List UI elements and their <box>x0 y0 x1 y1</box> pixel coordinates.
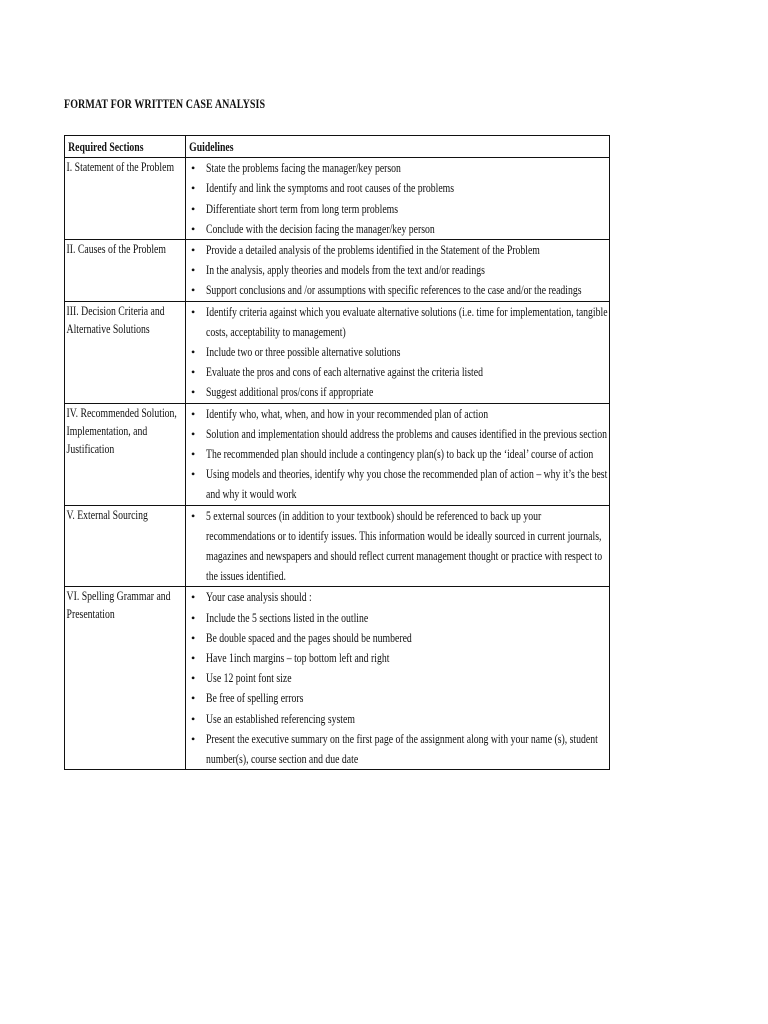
bullet-icon: • <box>191 181 196 196</box>
guidelines-cell <box>186 240 610 302</box>
list-item: • The recommended plan should include a contingency plan(s) to back up the ‘ideal’ course of action <box>186 444 609 464</box>
bullet-icon: • <box>191 691 196 706</box>
list-item: • Include two or three possible alternative solutions <box>186 342 609 362</box>
section-label: VI. Spelling Grammar and Presentation <box>66 589 171 622</box>
bullet-icon: • <box>191 304 196 319</box>
list-item: • Differentiate short term from long term problems <box>186 199 609 219</box>
bullet-icon: • <box>191 711 196 726</box>
section-cell <box>65 587 186 770</box>
guidelines-cell <box>186 403 610 505</box>
list-item: • Evaluate the pros and cons of each alternative against the criteria listed <box>186 362 609 382</box>
section-label: II. Causes of the Problem <box>66 242 166 257</box>
guidelines-cell <box>186 158 610 240</box>
bullet-icon: • <box>191 263 196 278</box>
bullet-icon: • <box>191 365 196 380</box>
list-item: • Identify who, what, when, and how in your recommended plan of action <box>186 404 609 424</box>
list-item: • Be free of spelling errors <box>186 688 609 708</box>
bullet-icon: • <box>191 671 196 686</box>
bullet-icon: • <box>191 243 196 258</box>
section-cell <box>65 158 186 240</box>
list-item: • 5 external sources (in addition to your textbook) should be referenced to back up your recommendations or to identify issues. This information would be ideally sourced in current journals, magazines and newspapers and should reflect current management thought or practice with respect to the issues identified. <box>186 506 609 587</box>
guidelines-cell <box>186 301 610 403</box>
section-cell <box>65 505 186 587</box>
bullet-icon: • <box>191 345 196 360</box>
header-required-sections: Required Sections <box>65 136 186 158</box>
table-row <box>65 158 610 240</box>
table-row <box>65 505 610 587</box>
bullet-icon: • <box>191 385 196 400</box>
table-row <box>65 240 610 302</box>
table-row <box>65 587 610 770</box>
table-row <box>65 301 610 403</box>
section-label: I. Statement of the Problem <box>66 160 175 175</box>
section-cell <box>65 403 186 505</box>
list-item: • Present the executive summary on the first page of the assignment along with your name (s), student number(s), course section and due date <box>186 729 609 769</box>
bullet-icon: • <box>191 467 196 482</box>
list-item: • Using models and theories, identify why you chose the recommended plan of action – why it’s the best and why it would work <box>186 464 609 504</box>
list-item: • Provide a detailed analysis of the problems identified in the Statement of the Problem <box>186 240 609 260</box>
list-item: • Conclude with the decision facing the manager/key person <box>186 219 609 239</box>
list-item: • Use 12 point font size <box>186 668 609 688</box>
guidelines-cell <box>186 587 610 770</box>
list-item: • Solution and implementation should address the problems and causes identified in the previous section <box>186 424 609 444</box>
bullet-icon: • <box>191 508 196 523</box>
section-label: III. Decision Criteria and Alternative Solutions <box>66 303 165 336</box>
list-item: • Include the 5 sections listed in the outline <box>186 608 609 628</box>
bullet-icon: • <box>191 201 196 216</box>
bullet-icon: • <box>191 447 196 462</box>
table-row <box>65 403 610 505</box>
bullet-icon: • <box>191 651 196 666</box>
list-item: • Your case analysis should : <box>186 587 609 607</box>
bullet-icon: • <box>191 610 196 625</box>
list-item: • In the analysis, apply theories and models from the text and/or readings <box>186 260 609 280</box>
section-label: IV. Recommended Solution, Implementation, and Justification <box>66 405 177 456</box>
list-item: • Suggest additional pros/cons if appropriate <box>186 382 609 402</box>
table-header-row <box>65 136 610 158</box>
list-item: • Support conclusions and /or assumptions with specific references to the case and/or the readings <box>186 280 609 300</box>
list-item: • Have 1inch margins – top bottom left and right <box>186 648 609 668</box>
list-item: • Use an established referencing system <box>186 709 609 729</box>
section-cell <box>65 301 186 403</box>
bullet-icon: • <box>191 221 196 236</box>
section-label: V. External Sourcing <box>66 507 148 522</box>
list-item: • Be double spaced and the pages should be numbered <box>186 628 609 648</box>
bullet-icon: • <box>191 426 196 441</box>
bullet-icon: • <box>191 283 196 298</box>
list-item: • Identify and link the symptoms and root causes of the problems <box>186 178 609 198</box>
list-item: • State the problems facing the manager/key person <box>186 158 609 178</box>
bullet-icon: • <box>191 731 196 746</box>
header-guidelines: Guidelines <box>186 136 610 158</box>
page-title: FORMAT FOR WRITTEN CASE ANALYSIS <box>64 97 266 111</box>
list-item: • Identify criteria against which you evaluate alternative solutions (i.e. time for implementation, tangible costs, acceptability to management) <box>186 302 609 342</box>
case-analysis-table <box>64 135 610 770</box>
section-cell <box>65 240 186 302</box>
bullet-icon: • <box>191 161 196 176</box>
bullet-icon: • <box>191 630 196 645</box>
guidelines-cell <box>186 505 610 587</box>
bullet-icon: • <box>191 406 196 421</box>
bullet-icon: • <box>191 590 196 605</box>
